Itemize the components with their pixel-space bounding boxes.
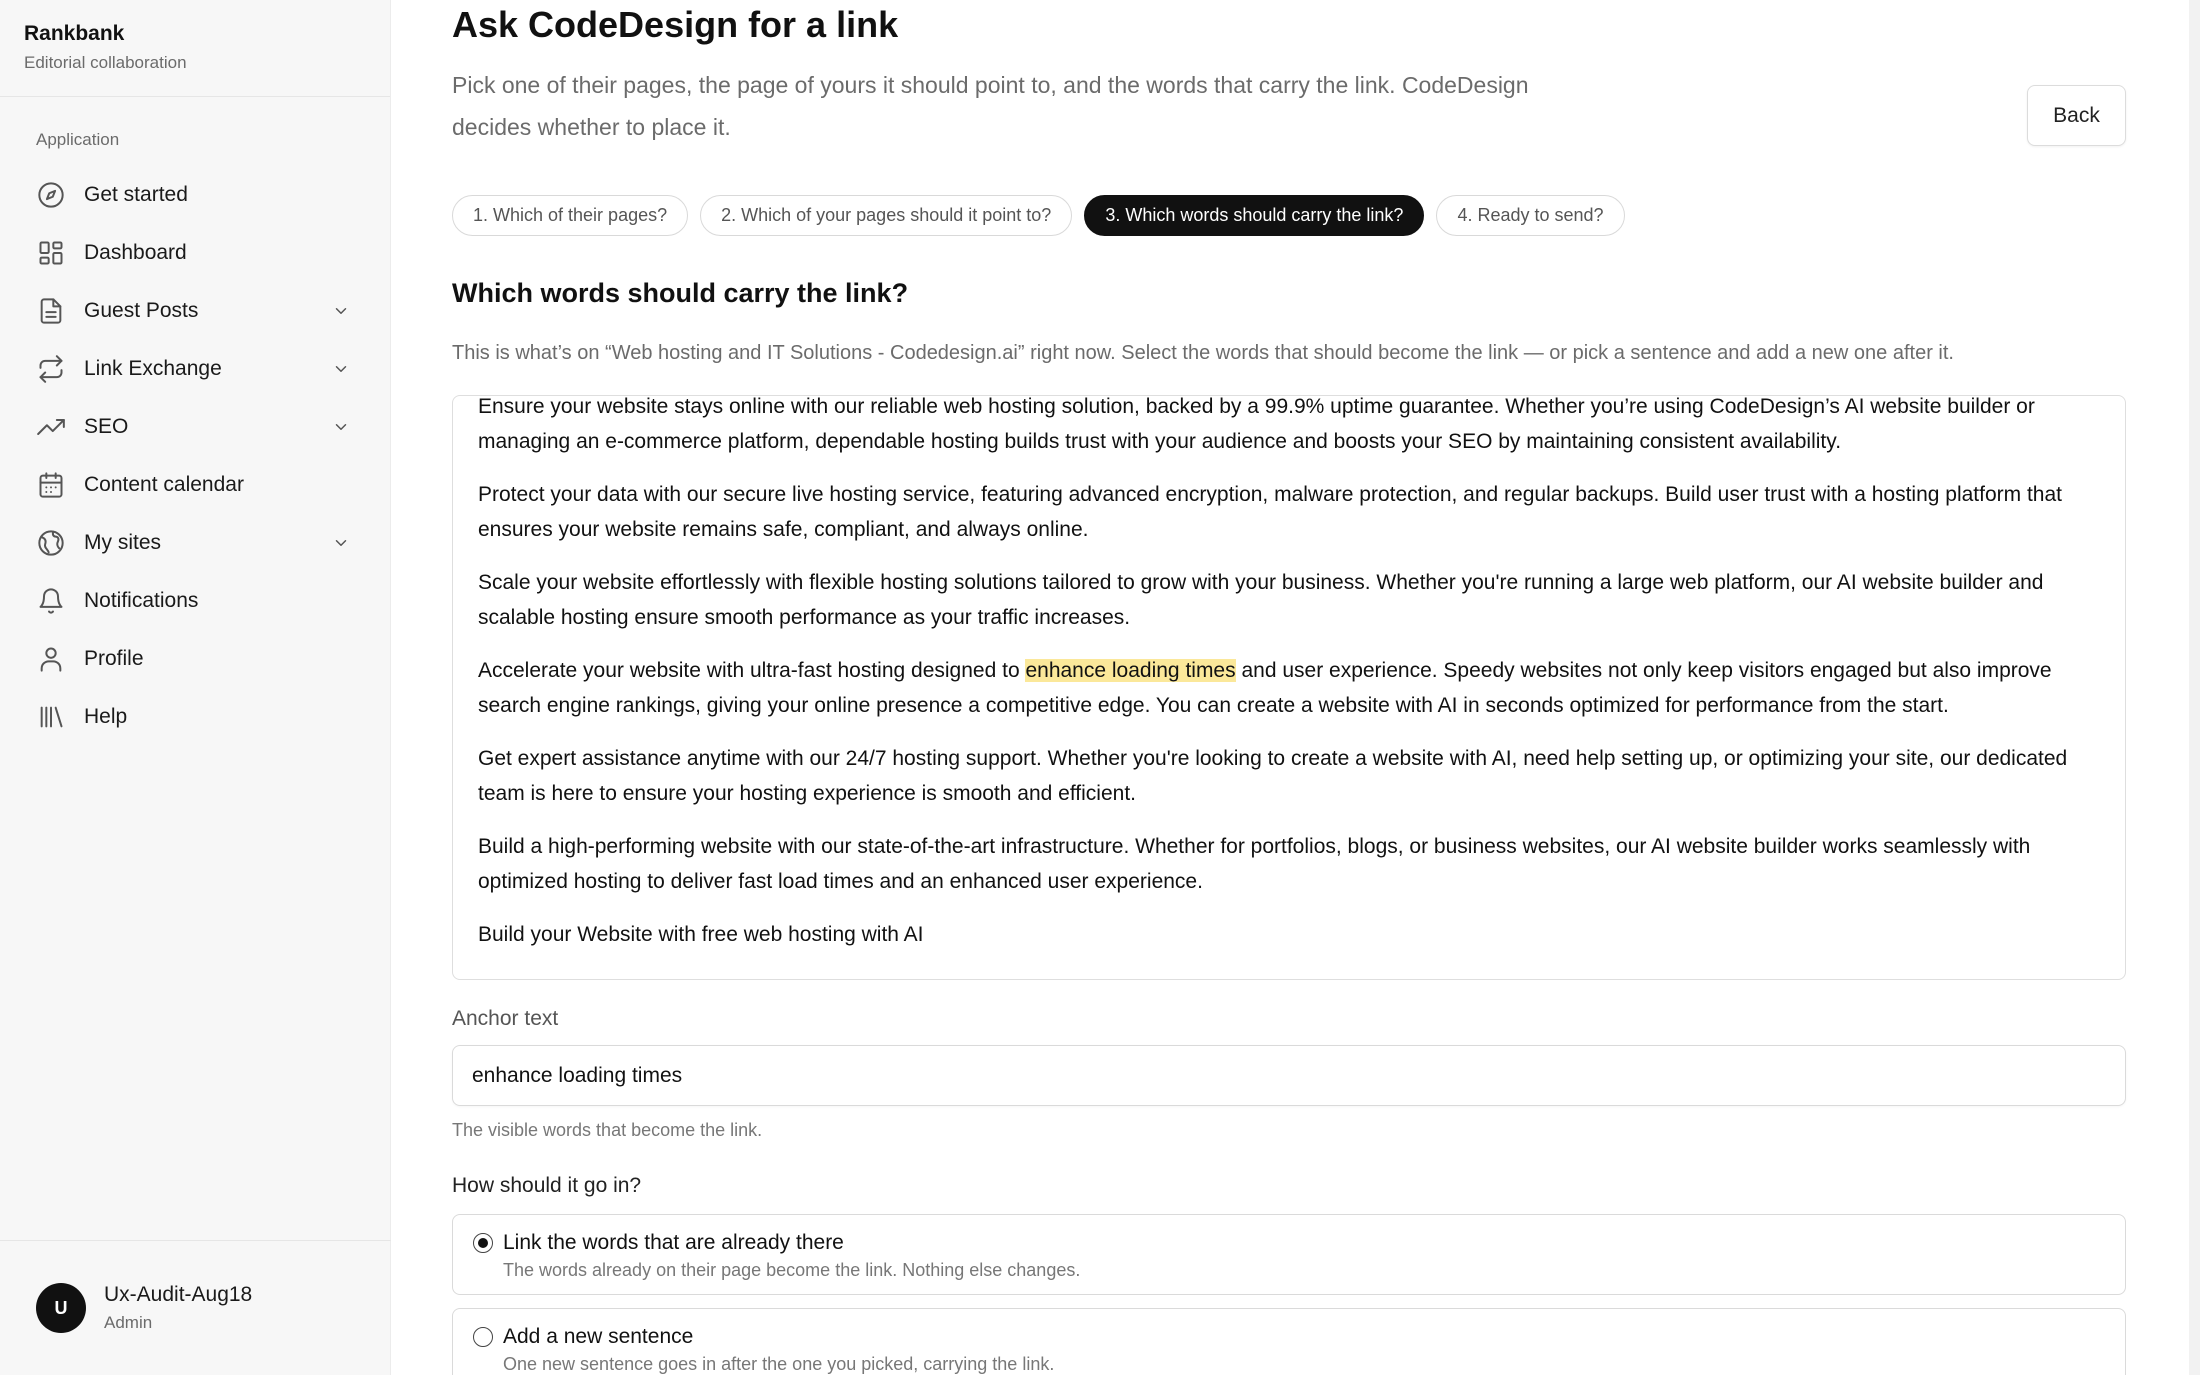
avatar: U (36, 1283, 86, 1333)
sidebar-item-seo[interactable] (24, 398, 364, 456)
page-description: Pick one of their pages, the page of yours it should point to, and the words that carry the link. CodeDesign decides whether to place it. (452, 72, 1529, 140)
page-scrollbar[interactable] (2189, 0, 2200, 1375)
bell-icon (36, 586, 66, 616)
radio-unchecked[interactable] (473, 1327, 493, 1347)
content-paragraph[interactable] (478, 654, 2100, 723)
globe-icon (36, 528, 66, 558)
content-paragraph[interactable]: Protect your data with our secure live hosting service, featuring advanced encryption, malware protection, and regular backups. Build user trust with a hosting platform that ensures your website remains safe, compliant, and always online. (478, 483, 2062, 541)
sidebar-section-label: Application (36, 130, 120, 149)
back-button[interactable]: Back (2027, 85, 2126, 146)
paragraph-text: and user experience. Speedy websites not only keep visitors engaged but also improve search engine rankings, giving your online presence a competitive edge. You can create a website with AI in seconds optimized for performance from the start. (478, 659, 2052, 717)
sidebar-item-guest-posts[interactable] (24, 282, 364, 340)
page-title: Ask CodeDesign for a link (452, 4, 899, 45)
option-description: One new sentence goes in after the one you picked, carrying the link. (503, 1354, 1055, 1374)
sidebar-nav (24, 166, 364, 746)
brand (0, 0, 390, 97)
sidebar-item-notifications[interactable] (24, 572, 364, 630)
trending-up-icon (36, 412, 66, 442)
document-icon (36, 296, 66, 326)
user-menu[interactable] (0, 1240, 391, 1375)
compass-icon (36, 180, 66, 210)
exchange-icon (36, 354, 66, 384)
step-1[interactable]: 1. Which of their pages? (452, 195, 688, 236)
option-title: Add a new sentence (503, 1325, 694, 1348)
chevron-down-icon[interactable] (330, 416, 352, 438)
option-title: Link the words that are already there (503, 1231, 844, 1254)
sidebar-item-get-started[interactable] (24, 166, 364, 224)
step-2[interactable]: 2. Which of your pages should it point to? (700, 195, 1072, 236)
sidebar-item-link-exchange[interactable] (24, 340, 364, 398)
step-4[interactable]: 4. Ready to send? (1436, 195, 1624, 236)
chevron-down-icon[interactable] (330, 358, 352, 380)
sidebar-item-label: SEO (84, 415, 129, 438)
section-description: This is what’s on “Web hosting and IT Solutions - Codedesign.ai” right now. Select the words that should become the link — or pick a sentence and add a new one after it. (452, 342, 1954, 364)
anchor-text-input[interactable] (452, 1045, 2126, 1106)
sidebar-item-label: Help (84, 705, 128, 728)
sidebar-item-label: Get started (84, 183, 188, 206)
page-content-preview[interactable] (452, 395, 2126, 980)
calendar-icon (36, 470, 66, 500)
sidebar-item-dashboard[interactable] (24, 224, 364, 282)
option-description: The words already on their page become the link. Nothing else changes. (503, 1260, 1081, 1280)
content-paragraph[interactable]: Ensure your website stays online with our reliable web hosting solution, backed by a 99.9% uptime guarantee. Whether you’re using CodeDesign’s AI website builder or managing an e-commerce platform, dependable hosting builds trust with your audience and boosts your SEO by maintaining consistent availability. (478, 395, 2035, 453)
sidebar-item-label: Profile (84, 647, 144, 670)
sidebar-item-label: Notifications (84, 589, 199, 612)
radio-checked[interactable] (473, 1233, 493, 1253)
grid-icon (36, 238, 66, 268)
anchor-text-label: Anchor text (452, 1007, 559, 1030)
section-title: Which words should carry the link? (452, 278, 909, 308)
content-paragraph[interactable]: Scale your website effortlessly with flexible hosting solutions tailored to grow with your business. Whether you're running a large web platform, our AI website builder and scalable hosting ensure smooth performance as your traffic increases. (478, 571, 2044, 629)
sidebar-item-profile[interactable] (24, 630, 364, 688)
brand-subtitle: Editorial collaboration (24, 53, 187, 72)
sidebar-item-my-sites[interactable] (24, 514, 364, 572)
anchor-text-help: The visible words that become the link. (452, 1120, 763, 1140)
chevron-down-icon[interactable] (330, 300, 352, 322)
library-icon (36, 702, 66, 732)
sidebar-item-label: Content calendar (84, 473, 244, 496)
sidebar-item-help[interactable] (24, 688, 364, 746)
insertion-method-label: How should it go in? (452, 1174, 642, 1197)
user-name: Ux-Audit-Aug18 (104, 1283, 253, 1306)
sidebar-item-label: Link Exchange (84, 357, 222, 380)
user-role: Admin (104, 1313, 153, 1332)
option-link-existing-words[interactable] (452, 1214, 2126, 1295)
step-3[interactable]: 3. Which words should carry the link? (1084, 195, 1424, 236)
selected-anchor-highlight[interactable]: enhance loading times (1025, 659, 1236, 682)
user-info (104, 1283, 252, 1333)
sidebar (0, 0, 391, 1375)
stepper (452, 195, 1625, 236)
content-paragraph[interactable]: Get expert assistance anytime with our 24/7 hosting support. Whether you're looking to create a website with AI, need help setting up, or optimizing your site, our dedicated team is here to ensure your hosting experience is smooth and efficient. (478, 747, 2068, 805)
sidebar-item-label: My sites (84, 531, 162, 554)
sidebar-item-content-calendar[interactable] (24, 456, 364, 514)
brand-name: Rankbank (24, 22, 125, 45)
content-paragraph[interactable]: Build your Website with free web hosting with AI (478, 923, 924, 946)
sidebar-item-label: Guest Posts (84, 299, 199, 322)
paragraph-text: Accelerate your website with ultra-fast hosting designed to (478, 659, 1026, 682)
user-icon (36, 644, 66, 674)
chevron-down-icon[interactable] (330, 532, 352, 554)
content-paragraph[interactable]: Build a high-performing website with our state-of-the-art infrastructure. Whether for portfolios, blogs, or business websites, our AI website builder works seamlessly with optimized hosting to deliver fast load times and an enhanced user experience. (478, 835, 2031, 893)
option-add-new-sentence[interactable] (452, 1308, 2126, 1375)
sidebar-item-label: Dashboard (84, 241, 187, 264)
